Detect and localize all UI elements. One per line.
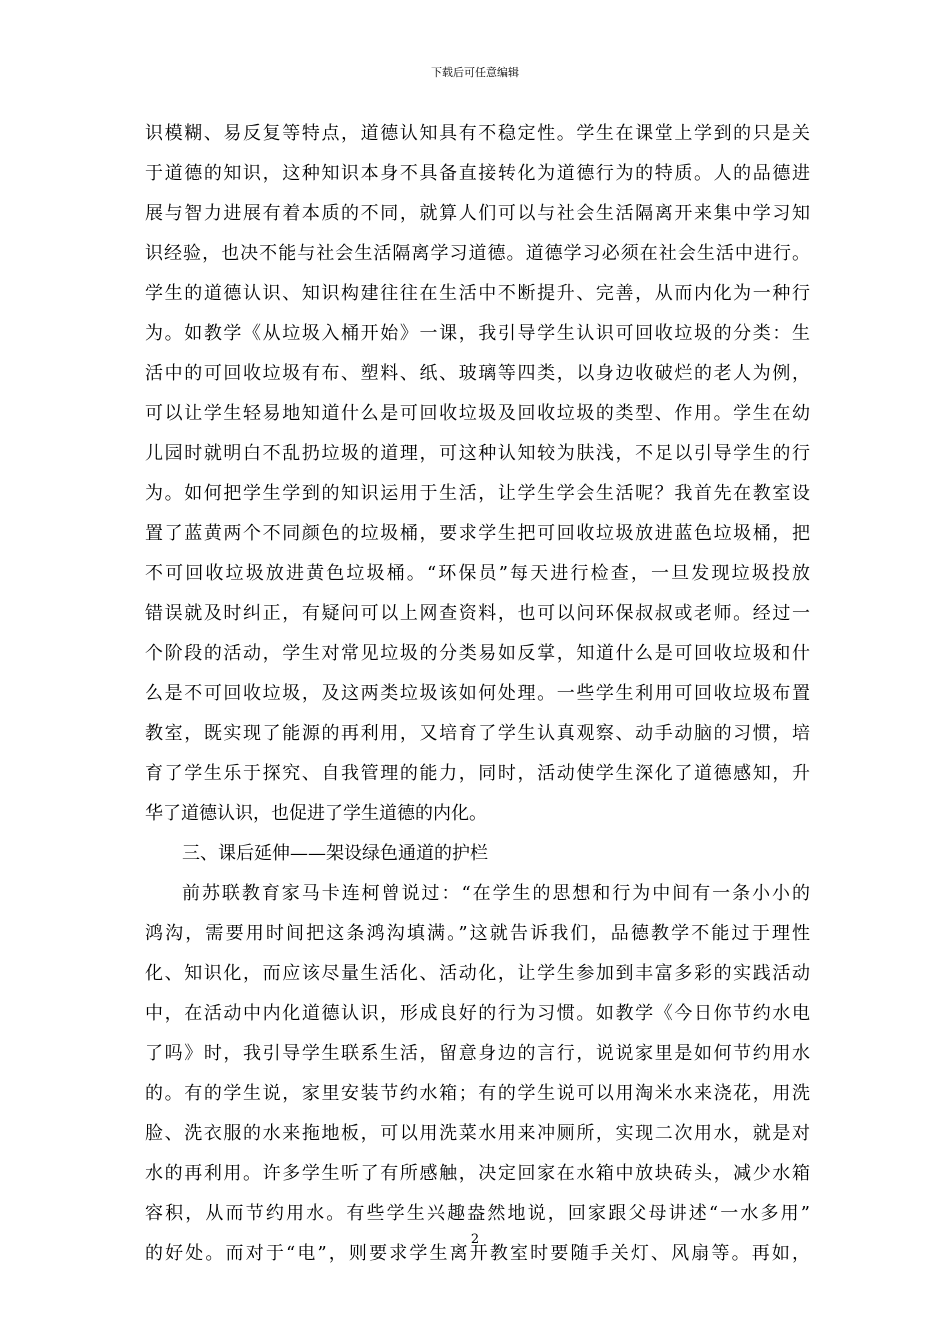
text-line: 识经验，也决不能与社会生活隔离学习道德。道德学习必须在社会生活中进行。 — [145, 243, 810, 264]
text-line: 为。如何把学生学到的知识运用于生活，让学生学会生活呢？我首先在教室设 — [145, 483, 810, 504]
text-line: 错误就及时纠正，有疑问可以上网查资料，也可以问环保叔叔或老师。经过一 — [145, 603, 810, 624]
text-line: 么是不可回收垃圾，及这两类垃圾该如何处理。一些学生利用可回收垃圾布置 — [145, 683, 810, 704]
text-line: 不可回收垃圾放进黄色垃圾桶。“环保员”每天进行检查，一旦发现垃圾投放 — [145, 563, 810, 584]
text-line: 华了道德认识，也促进了学生道德的内化。 — [145, 803, 487, 824]
text-line: 学生的道德认识、知识构建往往在生活中不断提升、完善，从而内化为一种行 — [145, 283, 810, 304]
text-line: 为。如教学《从垃圾入桶开始》一课，我引导学生认识可回收垃圾的分类：生 — [145, 323, 810, 344]
text-line: 教室，既实现了能源的再利用，又培育了学生认真观察、动手动脑的习惯，培 — [145, 723, 810, 744]
text-line: 育了学生乐于探究、自我管理的能力，同时，活动使学生深化了道德感知，升 — [145, 763, 810, 784]
text-line: 个阶段的活动，学生对常见垃圾的分类易如反掌，知道什么是可回收垃圾和什 — [145, 643, 810, 664]
page-header: 下载后可任意编辑 — [431, 66, 519, 79]
text-line: 于道德的知识，这种知识本身不具备直接转化为道德行为的特质。人的品德进 — [145, 163, 810, 184]
text-line: 活中的可回收垃圾有布、塑料、纸、玻璃等四类，以身边收破烂的老人为例， — [145, 363, 810, 384]
text-line: 前苏联教育家马卡连柯曾说过：“在学生的思想和行为中间有一条小小的 — [182, 883, 810, 904]
text-line: 脸、洗衣服的水来拖地板，可以用洗菜水用来冲厕所，实现二次用水，就是对 — [145, 1123, 810, 1144]
text-line: 展与智力进展有着本质的不同，就算人们可以与社会生活隔离开来集中学习知 — [145, 203, 810, 224]
text-line: 中，在活动中内化道德认识，形成良好的行为习惯。如教学《今日你节约水电 — [145, 1003, 810, 1024]
text-line: 识模糊、易反复等特点，道德认知具有不稳定性。学生在课堂上学到的只是关 — [145, 123, 810, 144]
text-line: 可以让学生轻易地知道什么是可回收垃圾及回收垃圾的类型、作用。学生在幼 — [145, 403, 810, 424]
text-line: 置了蓝黄两个不同颜色的垃圾桶，要求学生把可回收垃圾放进蓝色垃圾桶，把 — [145, 523, 810, 544]
text-line: 水的再利用。许多学生听了有所感触，决定回家在水箱中放块砖头，减少水箱 — [145, 1163, 810, 1184]
text-line: 鸿沟，需要用时间把这条鸿沟填满。”这就告诉我们，品德教学不能过于理性 — [145, 923, 810, 944]
text-line: 的。有的学生说，家里安装节约水箱；有的学生说可以用淘米水来浇花，用洗 — [145, 1083, 810, 1104]
page-number: 2 — [470, 1232, 480, 1247]
section-heading: 三、课后延伸——架设绿色通道的护栏 — [182, 843, 488, 864]
text-line: 儿园时就明白不乱扔垃圾的道理，可这种认知较为肤浅，不足以引导学生的行 — [145, 443, 810, 464]
text-line: 化、知识化，而应该尽量生活化、活动化，让学生参加到丰富多彩的实践活动 — [145, 963, 810, 984]
text-line: 了吗》时，我引导学生联系生活，留意身边的言行，说说家里是如何节约用水 — [145, 1043, 810, 1064]
document-body — [145, 114, 810, 1274]
text-line: 的好处。而对于“电”，则要求学生离开教室时要随手关灯、风扇等。再如， — [145, 1243, 810, 1264]
text-line: 容积，从而节约用水。有些学生兴趣盎然地说，回家跟父母讲述“一水多用” — [145, 1203, 810, 1224]
